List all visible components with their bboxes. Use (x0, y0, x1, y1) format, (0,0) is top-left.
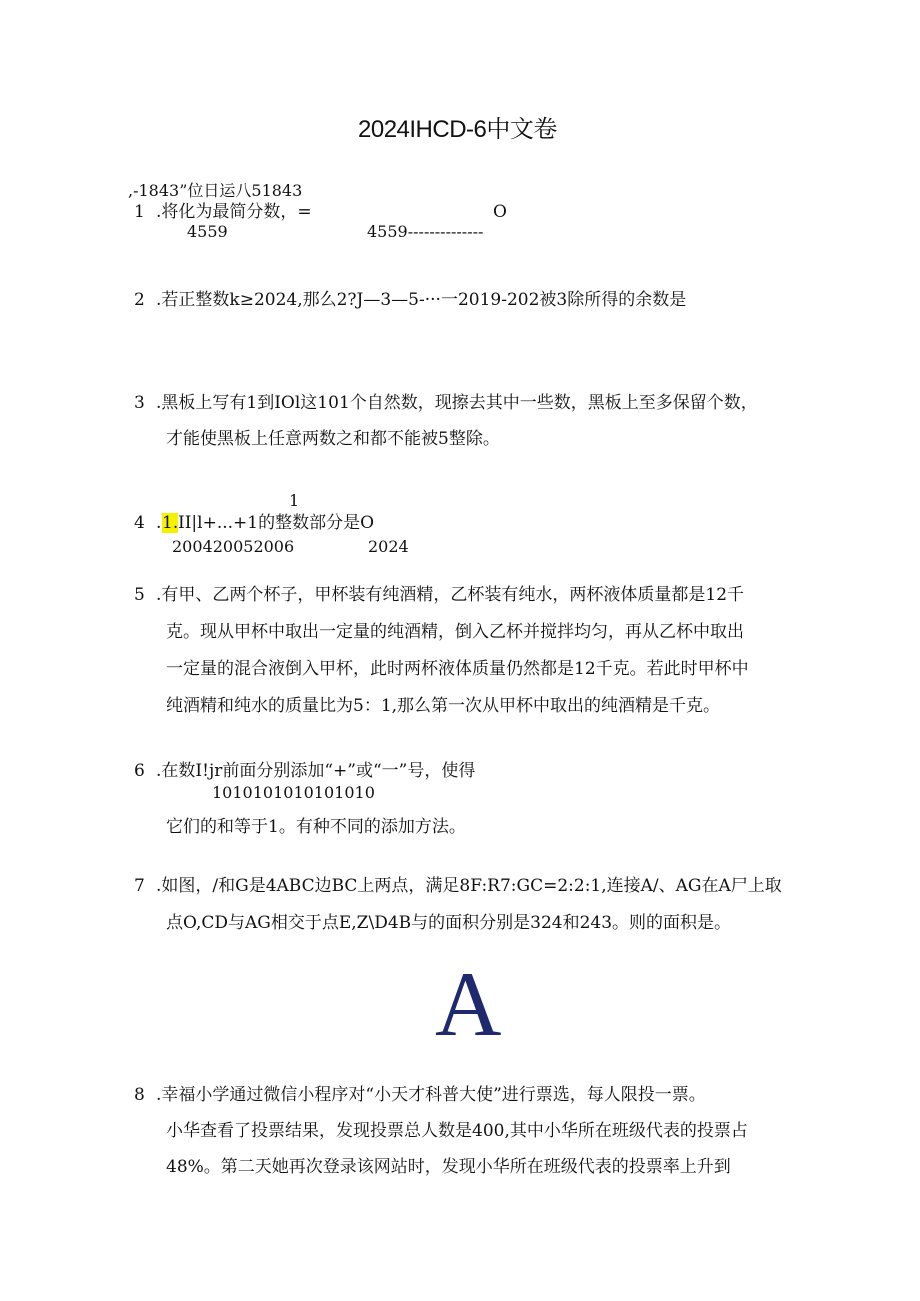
q1-text: .将化为最简分数，= (156, 202, 312, 222)
q4-highlight: 1. (162, 513, 179, 533)
q1-answer-mark: O (493, 202, 507, 222)
q6-line-2: 1010101010101010 (212, 783, 375, 802)
q4-denominator-right: 2024 (368, 537, 409, 556)
q4-numerator: 1 (289, 491, 300, 510)
q2-text: .若正整数k≥2024,那么2?J—3—5-···一2019-202被3除所得的余数是 (156, 290, 687, 310)
q7-line-2: 点O,CD与AG相交于点E,Z\D4B与的面积分别是324和243。则的面积是。 (166, 913, 732, 933)
q5-line-2: 克。现从甲杯中取出一定量的纯酒精，倒入乙杯并搅拌均匀，再从乙杯中取出 (166, 622, 744, 642)
q4-text: II|l+...+1的整数部分是O (178, 513, 375, 533)
q4-number: 4 (134, 513, 145, 533)
q6-line-3: 它们的和等于1。有种不同的添加方法。 (166, 817, 466, 837)
q5-line-4: 纯酒精和纯水的质量比为5：1,那么第一次从甲杯中取出的纯酒精是千克。 (166, 696, 721, 716)
q8-number: 8 (134, 1085, 145, 1105)
q8-line-3: 48%。第二天她再次登录该网站时，发现小华所在班级代表的投票率上升到 (166, 1157, 731, 1177)
q1-number: 1 (134, 202, 145, 222)
q1-denominator-left: 4559 (187, 222, 228, 241)
q1-denominator-right: 4559-------------- (367, 222, 484, 241)
q7-figure-letter: A (435, 953, 502, 1055)
q6-number: 6 (134, 761, 145, 781)
q3-line-1: .黑板上写有1到IOl这101个自然数，现擦去其中一些数，黑板上至多保留个数， (156, 393, 758, 413)
q5-line-1: .有甲、乙两个杯子，甲杯装有纯酒精，乙杯装有纯水，两杯液体质量都是12千 (156, 585, 745, 605)
q7-number: 7 (134, 876, 145, 896)
q4-denominators: 200420052006 (172, 537, 295, 556)
q3-line-2: 才能使黑板上任意两数之和都不能被5整除。 (166, 429, 500, 449)
q5-number: 5 (134, 585, 145, 605)
q2-number: 2 (134, 290, 145, 310)
q4-dot: . (156, 513, 162, 533)
q6-line-1: .在数I!jr前面分别添加“+”或“一”号，使得 (156, 761, 476, 781)
q7-line-1: .如图，/和G是4ABC边BC上两点，满足8F:R7:GC=2:2:1,连接A/、AG在A尸上取 (156, 876, 782, 896)
q8-line-1: .幸福小学通过微信小程序对“小天才科普大使”进行票选，每人限投一票。 (156, 1085, 706, 1105)
q3-number: 3 (134, 393, 145, 413)
q8-line-2: 小华查看了投票结果，发现投票总人数是400,其中小华所在班级代表的投票占 (166, 1121, 748, 1141)
document-title: 2024IHCD-6中文卷 (358, 116, 557, 143)
q5-line-3: 一定量的混合液倒入甲杯，此时两杯液体质量仍然都是12千克。若此时甲杯中 (166, 659, 749, 679)
q1-header: ,-1843”位日运八51843 (128, 181, 303, 200)
